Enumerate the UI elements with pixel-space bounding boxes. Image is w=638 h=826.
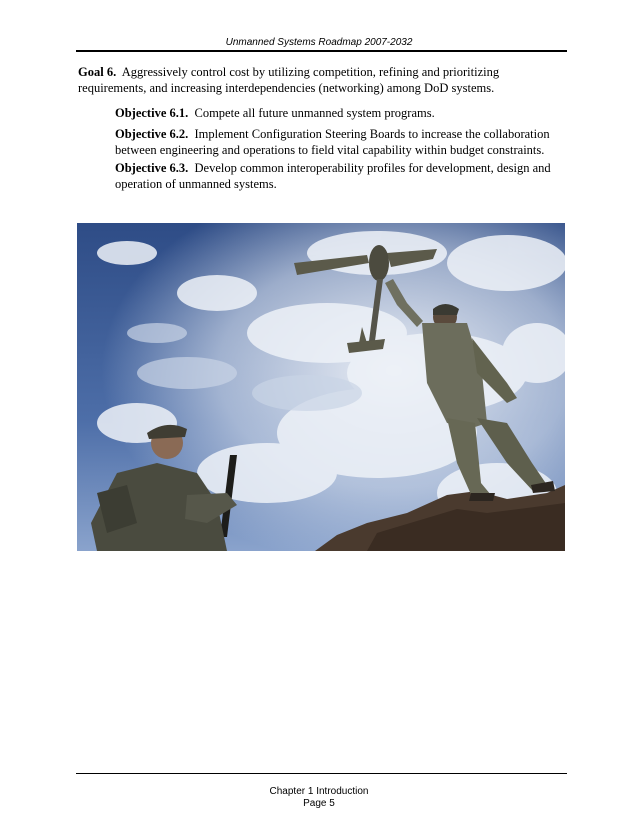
- objective-6-1: [115, 105, 565, 121]
- footer-page-number: Page 5: [303, 798, 335, 809]
- objective-label: Objective 6.1.: [115, 106, 189, 120]
- uav-launch-photo: [77, 223, 565, 551]
- objective-6-2: [115, 126, 565, 158]
- goal-label: Goal 6.: [78, 65, 117, 79]
- objective-text: Develop common interoperability profiles for development, design and operation of unmanned systems.: [115, 161, 551, 191]
- footer-chapter: Chapter 1 Introduction: [269, 786, 369, 797]
- objective-6-3: [115, 160, 565, 192]
- footer-rule: [76, 773, 567, 774]
- uav-launch-illustration: [77, 223, 565, 551]
- header-title: Unmanned Systems Roadmap 2007-2032: [225, 37, 413, 48]
- objective-label: Objective 6.2.: [115, 127, 189, 141]
- goal-text: Aggressively control cost by utilizing competition, refining and prioritizing requirements, and increasing interdependencies (networking) among DoD systems.: [78, 65, 500, 95]
- header-rule: [76, 50, 567, 52]
- objective-text: Implement Configuration Steering Boards to increase the collaboration between engineering and operations to field vital capability within budget constraints.: [115, 127, 550, 157]
- goal-paragraph: [78, 64, 566, 96]
- objective-label: Objective 6.3.: [115, 161, 189, 175]
- objective-text: Compete all future unmanned system programs.: [194, 106, 435, 120]
